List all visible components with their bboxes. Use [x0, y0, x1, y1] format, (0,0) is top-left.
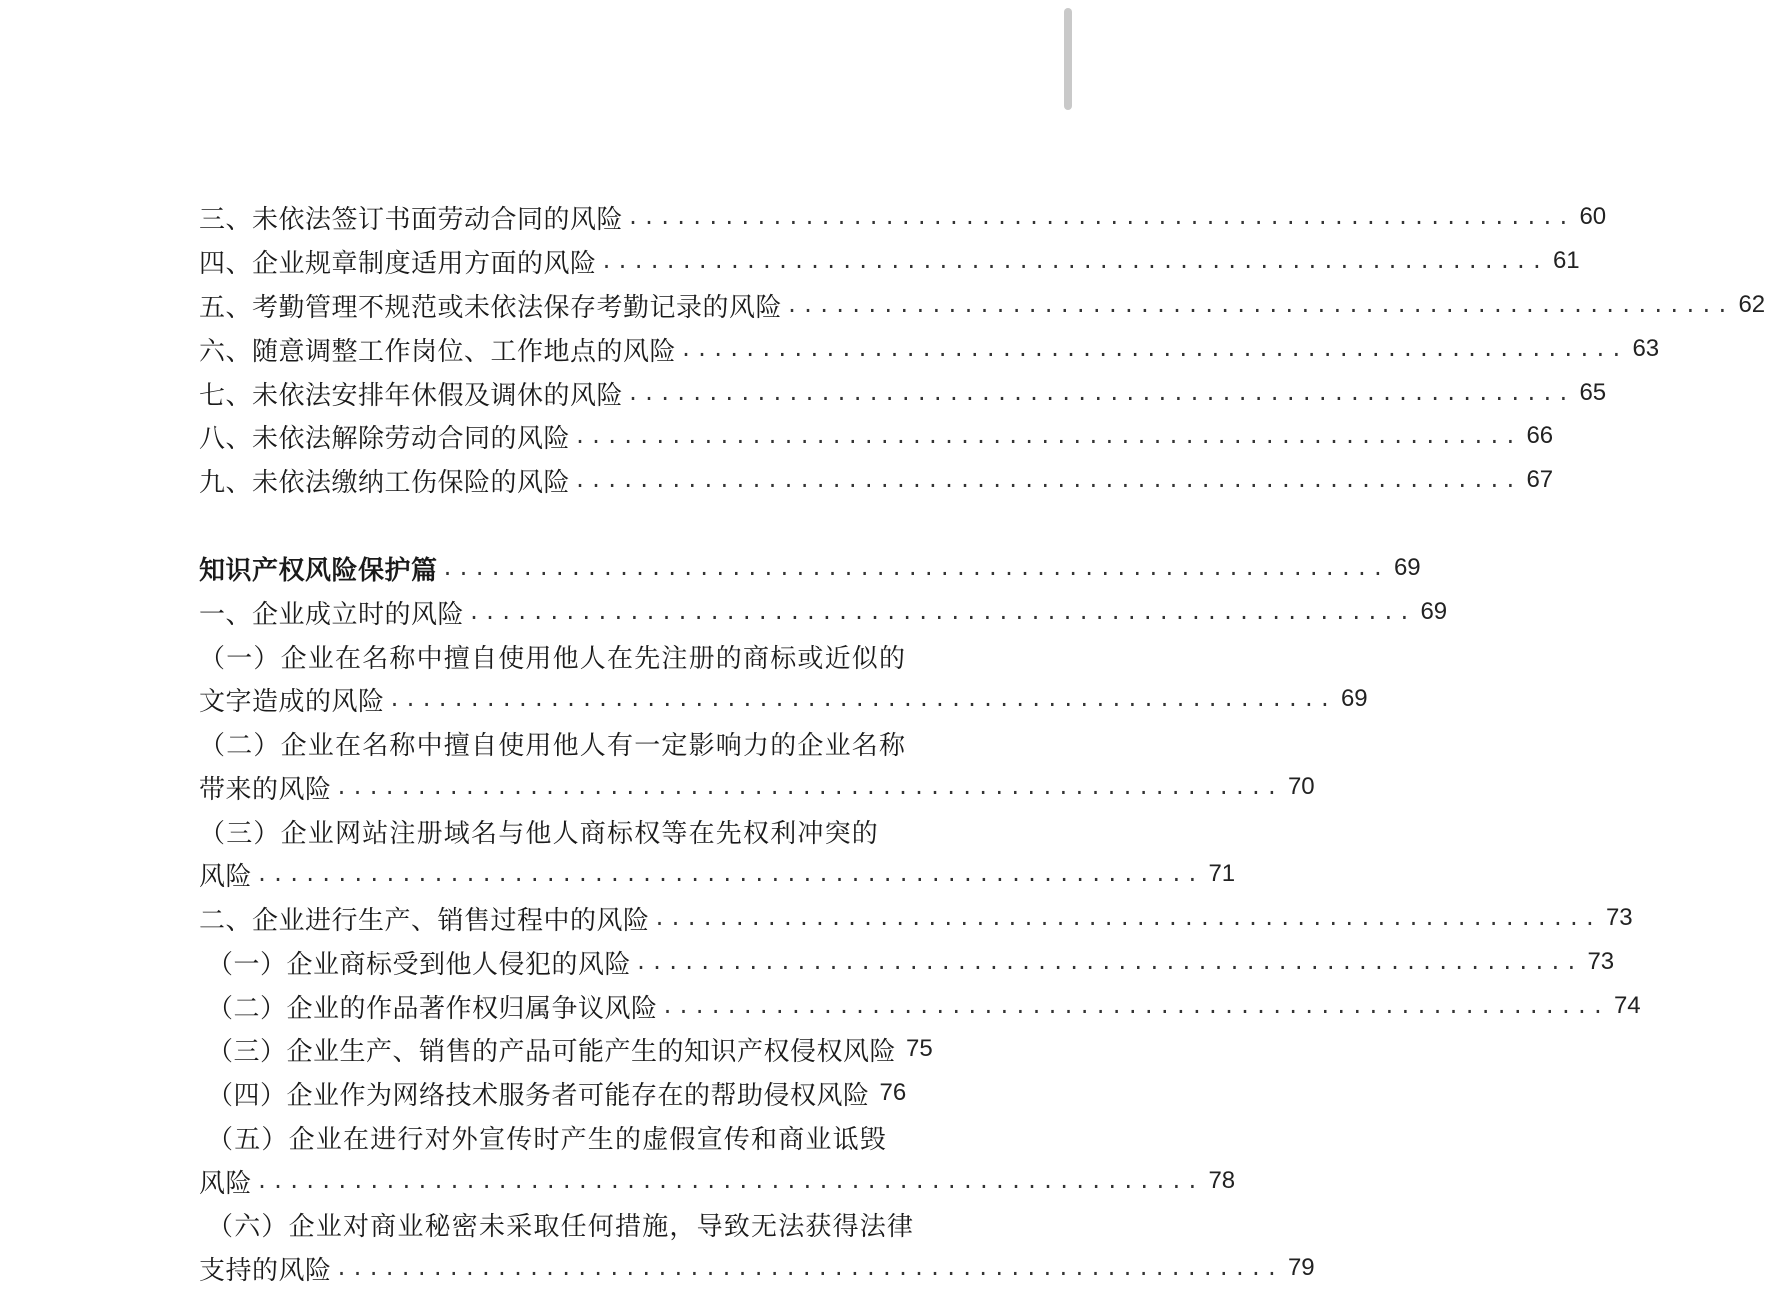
toc-page-number: 61 — [1552, 247, 1580, 274]
toc-leader-dots: ........................................................... — [680, 337, 1627, 361]
toc-entry-title: 七、未依法安排年休假及调休的风险 — [199, 380, 624, 411]
toc-entry-title: （六）企业对商业秘密未采取任何措施，导致无法获得法律 — [207, 1211, 915, 1242]
toc-entry-line[interactable] — [199, 721, 907, 765]
document-page — [199, 0, 1765, 1298]
toc-entry[interactable] — [199, 458, 1554, 502]
toc-entry-line[interactable] — [199, 1202, 915, 1246]
vertical-scrollbar-thumb[interactable] — [1064, 8, 1072, 110]
toc-entry-title: 六、随意调整工作岗位、工作地点的风险 — [199, 336, 677, 367]
toc-entry-title: （三）企业生产、销售的产品可能产生的知识产权侵权风险 — [207, 1036, 897, 1067]
toc-entry[interactable] — [199, 984, 1641, 1028]
toc-entry-line[interactable] — [199, 634, 907, 678]
toc-page-number: 69 — [1420, 598, 1448, 625]
toc-page-number: 60 — [1579, 203, 1607, 230]
toc-entry-title: 五、考勤管理不规范或未依法保存考勤记录的风险 — [199, 292, 783, 323]
toc-entry[interactable] — [199, 1246, 1315, 1290]
toc-page-number: 70 — [1287, 773, 1315, 800]
toc-entry[interactable] — [199, 1027, 933, 1071]
toc-entry-title: （一）企业在名称中擅自使用他人在先注册的商标或近似的 — [199, 643, 907, 674]
toc-page-number: 78 — [1208, 1167, 1236, 1194]
toc-entry-title: 风险 — [199, 861, 253, 892]
toc-entry[interactable] — [199, 283, 1765, 327]
toc-entry[interactable] — [199, 896, 1633, 940]
toc-entry-line[interactable] — [199, 1115, 888, 1159]
toc-entry[interactable] — [199, 195, 1607, 239]
toc-entry-title: 支持的风险 — [199, 1255, 332, 1286]
toc-leader-dots: ........................................................... — [627, 381, 1574, 405]
toc-entry[interactable] — [199, 765, 1315, 809]
toc-page-number: 73 — [1605, 904, 1633, 931]
toc-page-number: 79 — [1287, 1254, 1315, 1281]
toc-leader-dots: ........................................................... — [388, 687, 1335, 711]
toc-entry-title: （四）企业作为网络技术服务者可能存在的帮助侵权风险 — [207, 1080, 870, 1111]
toc-page-number: 71 — [1208, 860, 1236, 887]
toc-entry-title: 二、企业进行生产、销售过程中的风险 — [199, 905, 650, 936]
toc-leader-dots: ........................................................... — [600, 249, 1547, 273]
toc-entry-title: （二）企业在名称中擅自使用他人有一定影响力的企业名称 — [199, 730, 907, 761]
toc-leader-dots: ........................................................... — [468, 600, 1415, 624]
toc-page-number: 73 — [1587, 948, 1615, 975]
toc-entry-title: 风险 — [199, 1168, 253, 1199]
toc-page-number: 69 — [1340, 685, 1368, 712]
toc-entry[interactable] — [199, 590, 1448, 634]
toc-page-number: 66 — [1526, 422, 1554, 449]
toc-entry[interactable] — [199, 852, 1236, 896]
toc-entry[interactable] — [199, 239, 1580, 283]
toc-entry-line[interactable] — [199, 809, 881, 853]
toc-page-number: 75 — [906, 1035, 933, 1062]
toc-entry-title: （二）企业的作品著作权归属争议风险 — [207, 993, 658, 1024]
toc-page-number: 76 — [879, 1079, 907, 1106]
toc-entry[interactable] — [199, 414, 1554, 458]
toc-entry[interactable] — [199, 371, 1607, 415]
toc-entry-title: 三、未依法签订书面劳动合同的风险 — [199, 204, 624, 235]
toc-leader-dots: ........................................................... — [627, 205, 1574, 229]
toc-entry-title: （三）企业网站注册域名与他人商标权等在先权利冲突的 — [199, 818, 880, 849]
toc-entry[interactable] — [199, 940, 1615, 984]
toc-page-number: 69 — [1393, 554, 1421, 581]
toc-entry-title: （一）企业商标受到他人侵犯的风险 — [207, 949, 632, 980]
toc-page-number: 62 — [1738, 291, 1765, 318]
toc-entry[interactable] — [199, 327, 1660, 371]
toc-leader-dots: ........................................................... — [256, 862, 1203, 886]
toc-entry[interactable] — [199, 1071, 907, 1115]
toc-entry-title: 九、未依法缴纳工伤保险的风险 — [199, 467, 571, 498]
toc-leader-dots: ........................................................... — [335, 1256, 1282, 1280]
toc-page-number: 67 — [1526, 466, 1554, 493]
toc-leader-dots: ........................................................... — [574, 468, 1521, 492]
toc-leader-dots: ........................................................... — [574, 424, 1521, 448]
toc-leader-dots: ........................................................... — [786, 293, 1733, 317]
toc-entry[interactable] — [199, 1159, 1236, 1203]
toc-entry[interactable] — [199, 677, 1368, 721]
toc-entry-title: 一、企业成立时的风险 — [199, 599, 465, 630]
toc-leader-dots: ........................................................... — [335, 775, 1282, 799]
toc-entry-title: 文字造成的风险 — [199, 686, 385, 717]
toc-entry-title: 八、未依法解除劳动合同的风险 — [199, 423, 571, 454]
toc-entry-title: 四、企业规章制度适用方面的风险 — [199, 248, 597, 279]
toc-section-title: 知识产权风险保护篇 — [199, 555, 438, 586]
toc-entry-title: 带来的风险 — [199, 774, 332, 805]
toc-entry-title: （五）企业在进行对外宣传时产生的虚假宣传和商业诋毁 — [207, 1124, 888, 1155]
toc-leader-dots: ........................................................... — [635, 950, 1582, 974]
toc-leader-dots: ........................................................... — [653, 906, 1600, 930]
toc-page-number: 65 — [1579, 379, 1607, 406]
toc-section-heading[interactable] — [199, 546, 1421, 590]
toc-leader-dots: ........................................................... — [256, 1169, 1203, 1193]
toc-page-number: 63 — [1632, 335, 1660, 362]
toc-leader-dots: ........................................................... — [661, 994, 1608, 1018]
toc-leader-dots: ........................................................... — [441, 556, 1388, 580]
toc-page-number: 74 — [1613, 992, 1641, 1019]
